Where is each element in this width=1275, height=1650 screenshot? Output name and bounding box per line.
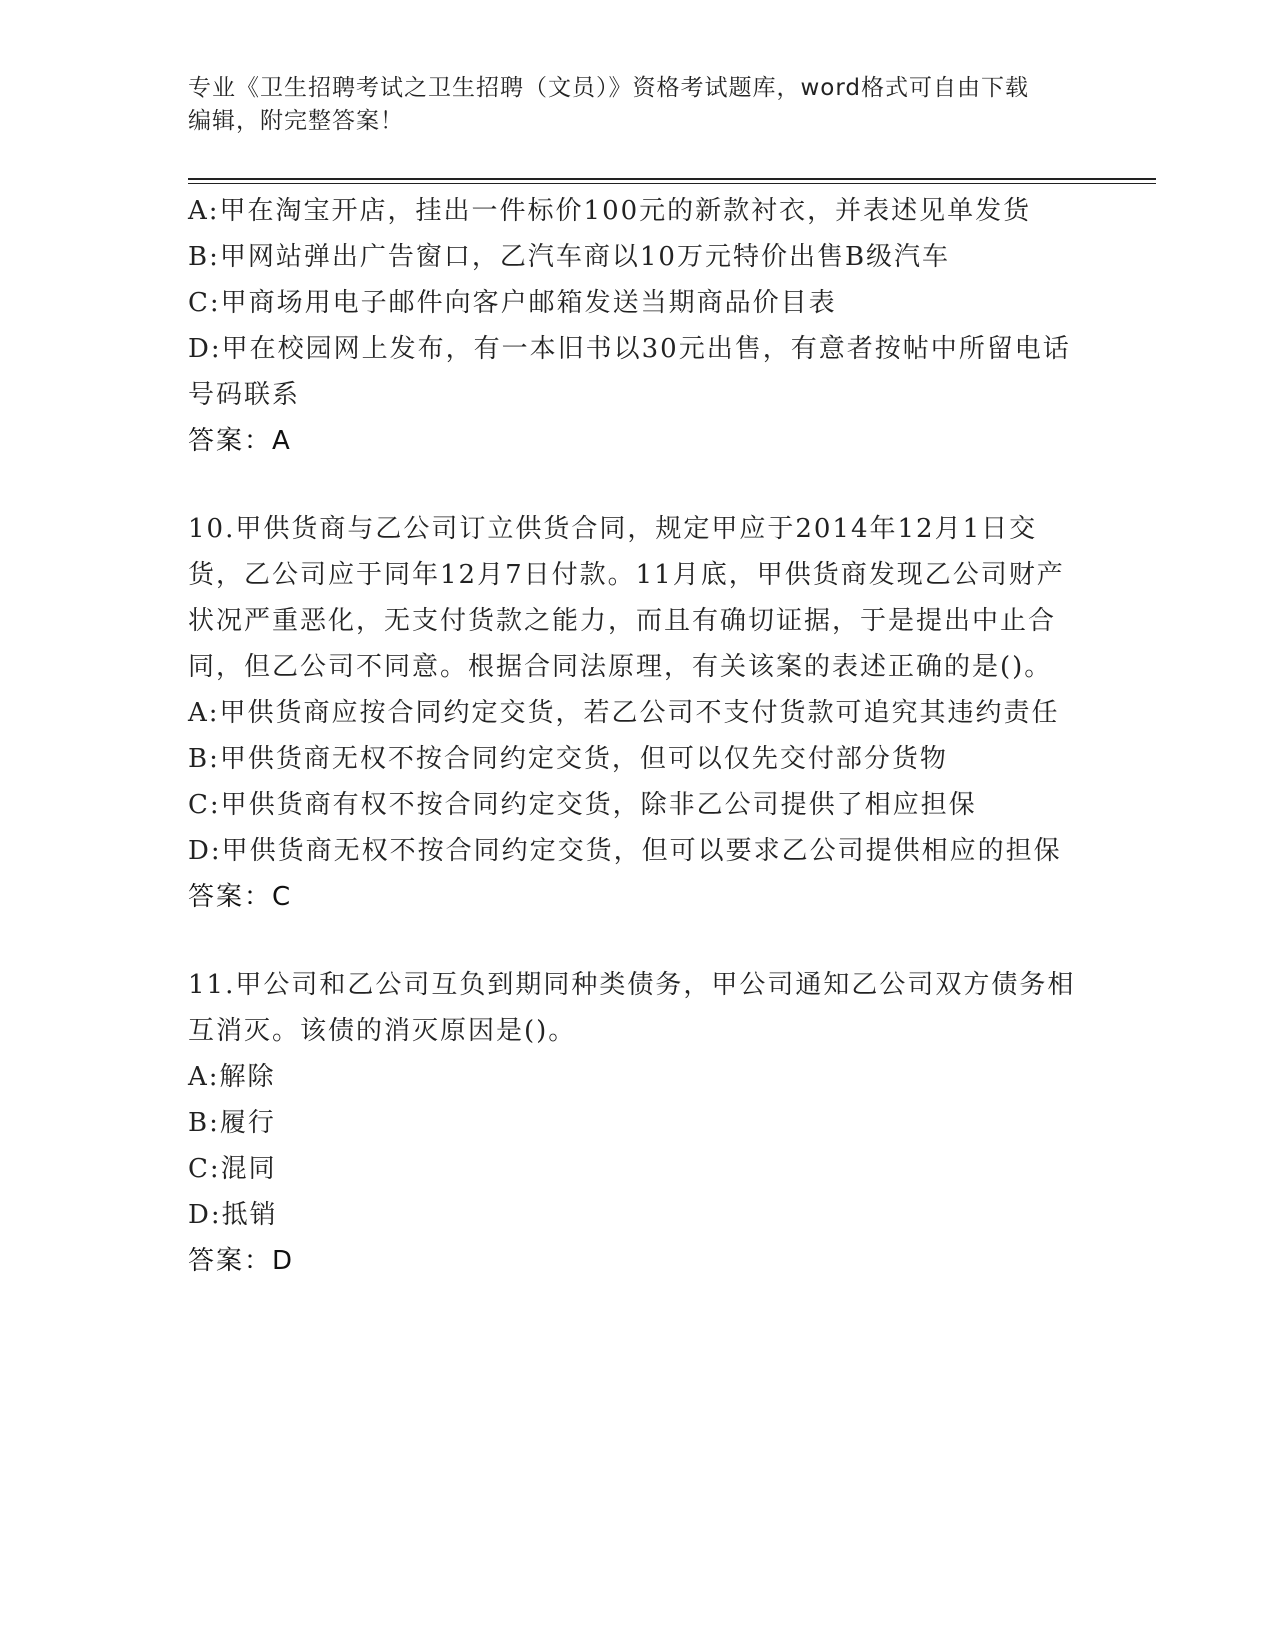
option-b: B:甲供货商无权不按合同约定交货，但可以仅先交付部分货物 [188,744,948,774]
option-a: A:解除 [188,1062,276,1092]
option-c: C:混同 [188,1154,277,1184]
option-d: D:甲供货商无权不按合同约定交货，但可以要求乙公司提供相应的担保 [188,836,1062,866]
header-line-1: 专业《卫生招聘考试之卫生招聘（文员）》资格考试题库，word格式可自由下载 [188,75,1030,101]
option-b: B:履行 [188,1108,276,1138]
question-11 [188,962,1088,1284]
option-a: A:甲在淘宝开店，挂出一件标价100元的新款衬衣，并表述见单发货 [188,196,1032,226]
question-text: 11.甲公司和乙公司互负到期同种类债务，甲公司通知乙公司双方债务相互消灭。该债的消灭原因是()。 [188,970,1076,1046]
document-header [188,72,1088,138]
option-a: A:甲供货商应按合同约定交货，若乙公司不支付货款可追究其违约责任 [188,698,1060,728]
header-line-2: 编辑，附完整答案！ [188,108,404,134]
option-b: B:甲网站弹出广告窗口，乙汽车商以10万元特价出售B级汽车 [188,242,951,272]
spacer [188,920,1088,962]
option-d: D:抵销 [188,1200,278,1230]
header-divider-thin [188,183,1156,184]
answer-label: 答案：D [188,1246,295,1276]
option-c: C:甲商场用电子邮件向客户邮箱发送当期商品价目表 [188,288,837,318]
header-divider-thick [188,178,1156,180]
answer-label: 答案：A [188,426,292,456]
question-10 [188,506,1088,920]
answer-label: 答案：C [188,882,293,912]
spacer [188,464,1088,506]
option-c: C:甲供货商有权不按合同约定交货，除非乙公司提供了相应担保 [188,790,977,820]
question-content [188,188,1088,1284]
question-9 [188,188,1088,464]
question-text: 10.甲供货商与乙公司订立供货合同，规定甲应于2014年12月1日交货，乙公司应于同年12月7日付款。11月底，甲供货商发现乙公司财产状况严重恶化，无支付货款之能力，而且有确切证据，于是提出中止合同，但乙公司不同意。根据合同法原理，有关该案的表述正确的是()。 [188,514,1065,682]
option-d: D:甲在校园网上发布，有一本旧书以30元出售，有意者按帖中所留电话号码联系 [188,334,1071,410]
